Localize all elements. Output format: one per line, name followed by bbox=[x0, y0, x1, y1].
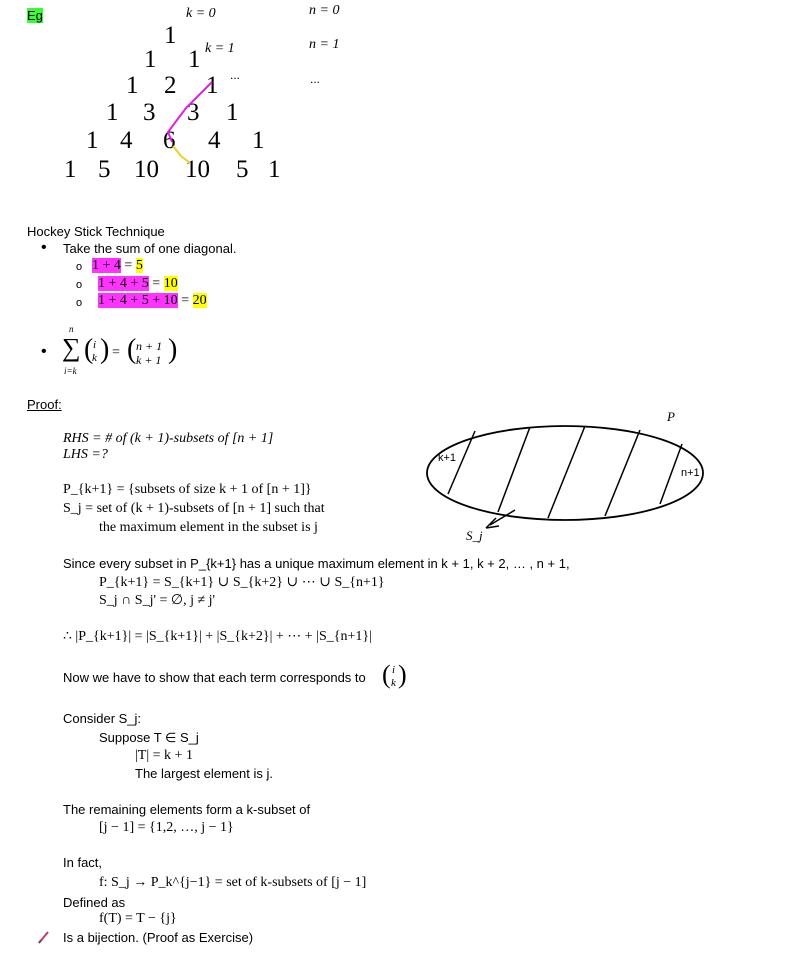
sum-line-3: 1 + 4 + 5 + 10 = 20 bbox=[98, 293, 207, 308]
triangle-cell: 1 bbox=[106, 99, 119, 126]
circle-bullet-icon: o bbox=[76, 297, 83, 309]
circle-bullet-icon: o bbox=[76, 279, 83, 291]
n-dots: ... bbox=[310, 72, 321, 86]
triangle-cell: 1 bbox=[64, 156, 77, 183]
sj-arrow bbox=[490, 510, 515, 525]
triangle-cell: 3 bbox=[143, 99, 156, 126]
defined-as-line: Defined as bbox=[63, 895, 126, 910]
triangle-cell: 1 bbox=[206, 72, 219, 99]
example-label: Eg bbox=[27, 8, 43, 23]
set-p-label: P bbox=[667, 409, 675, 424]
n0-label: n = 0 bbox=[309, 3, 340, 18]
p-definition: P_{k+1} = {subsets of size k + 1 of [n + 1]} bbox=[63, 482, 312, 497]
bullet-text: Take the sum of one diagonal. bbox=[63, 241, 237, 256]
paren-left: ( bbox=[127, 334, 137, 365]
k-dots: ... bbox=[230, 68, 241, 82]
hockey-stick-stroke bbox=[0, 0, 794, 200]
bullet-icon: • bbox=[41, 239, 47, 256]
sum-upper: n bbox=[69, 324, 74, 334]
triangle-cell: 4 bbox=[208, 127, 221, 154]
paren-left: ( bbox=[382, 660, 391, 689]
consider-line: Consider S_j: bbox=[63, 711, 142, 726]
triangle-cell: 1 bbox=[188, 46, 201, 73]
binom-bottom: k bbox=[391, 677, 396, 689]
paren-left: ( bbox=[84, 334, 94, 365]
triangle-cell: 1 bbox=[164, 22, 177, 49]
binom-bottom: k + 1 bbox=[136, 353, 162, 367]
binom-top: i bbox=[93, 339, 97, 351]
k1-label: k = 1 bbox=[205, 41, 235, 56]
partition-diagram bbox=[420, 400, 720, 550]
suppose-line: Suppose T ∈ S_j bbox=[99, 730, 199, 745]
triangle-cell: 6 bbox=[163, 127, 176, 154]
bijection-line: Is a bijection. (Proof as Exercise) bbox=[63, 930, 254, 945]
lhs-line: LHS =? bbox=[63, 447, 108, 462]
set-j-line: [j − 1] = {1,2, …, j − 1} bbox=[99, 820, 234, 835]
in-fact-line: In fact, bbox=[63, 855, 103, 870]
triangle-cell: 4 bbox=[120, 127, 133, 154]
hockey-title: Hockey Stick Technique bbox=[27, 224, 165, 239]
triangle-cell: 1 bbox=[126, 72, 139, 99]
k-plus-1-label: k+1 bbox=[438, 452, 457, 464]
triangle-cell: 5 bbox=[98, 156, 111, 183]
triangle-cell: 1 bbox=[268, 156, 281, 183]
partition-line bbox=[660, 444, 682, 504]
paren-right: ) bbox=[398, 660, 407, 689]
n-plus-1-label: n+1 bbox=[681, 467, 700, 479]
largest-line: The largest element is j. bbox=[135, 766, 274, 781]
triangle-cell: 10 bbox=[134, 156, 159, 183]
bullet-icon: • bbox=[41, 343, 47, 360]
binom-top: n + 1 bbox=[136, 339, 163, 353]
n1-label: n = 1 bbox=[309, 37, 340, 52]
union-line: P_{k+1} = S_{k+1} ∪ S_{k+2} ∪ ⋯ ∪ S_{n+1} bbox=[99, 575, 385, 590]
triangle-cell: 2 bbox=[164, 72, 177, 99]
sum-line-2: 1 + 4 + 5 = 10 bbox=[98, 276, 178, 291]
diagonal-pink-stroke bbox=[168, 82, 212, 142]
since-line: Since every subset in P_{k+1} has a unique maximum element in k + 1, k + 2, … , n + 1, bbox=[63, 556, 570, 571]
triangle-cell: 1 bbox=[226, 99, 239, 126]
f-map-line: f: S_j → P_k^{j−1} = set of k-subsets of [j − 1] bbox=[99, 875, 367, 890]
equals-sign: = bbox=[112, 345, 120, 360]
sj-definition: S_j = set of (k + 1)-subsets of [n + 1] such that bbox=[63, 501, 325, 516]
sj-definition-cont: the maximum element in the subset is j bbox=[99, 520, 318, 535]
rhs-line: RHS = # of (k + 1)-subsets of [n + 1] bbox=[63, 431, 274, 446]
sum-lower: i=k bbox=[64, 366, 77, 376]
triangle-cell: 1 bbox=[144, 46, 157, 73]
cardinality-line: |T| = k + 1 bbox=[135, 748, 193, 763]
remaining-line: The remaining elements form a k-subset of bbox=[63, 802, 311, 817]
disjoint-line: S_j ∩ S_j' = ∅, j ≠ j' bbox=[99, 593, 216, 608]
sigma-symbol: ∑ bbox=[62, 333, 81, 362]
triangle-cell: 1 bbox=[86, 127, 99, 154]
hockey-yellow-stroke bbox=[173, 146, 190, 163]
k0-label: k = 0 bbox=[186, 6, 216, 21]
now-line: Now we have to show that each term corresponds to bbox=[63, 670, 366, 685]
paren-right: ) bbox=[100, 334, 110, 365]
binom-bottom: k bbox=[92, 352, 97, 364]
sj-label: S_j bbox=[466, 528, 483, 543]
circle-bullet-icon: o bbox=[76, 261, 83, 273]
triangle-cell: 5 bbox=[236, 156, 249, 183]
set-p-ellipse bbox=[427, 426, 703, 520]
therefore-line: ∴ |P_{k+1}| = |S_{k+1}| + |S_{k+2}| + ⋯ + |S_{n+1}| bbox=[63, 629, 372, 644]
sum-line-1: 1 + 4 = 5 bbox=[92, 258, 143, 273]
partition-line bbox=[548, 426, 585, 518]
f-def-line: f(T) = T − {j} bbox=[99, 911, 177, 926]
pen-icon bbox=[36, 929, 52, 945]
triangle-cell: 1 bbox=[252, 127, 265, 154]
partition-line bbox=[605, 430, 640, 516]
partition-line bbox=[498, 427, 530, 512]
triangle-cell: 3 bbox=[187, 99, 200, 126]
binom-top: i bbox=[392, 664, 396, 676]
triangle-cell: 10 bbox=[185, 156, 210, 183]
paren-right: ) bbox=[168, 334, 178, 365]
proof-heading: Proof: bbox=[27, 397, 62, 412]
